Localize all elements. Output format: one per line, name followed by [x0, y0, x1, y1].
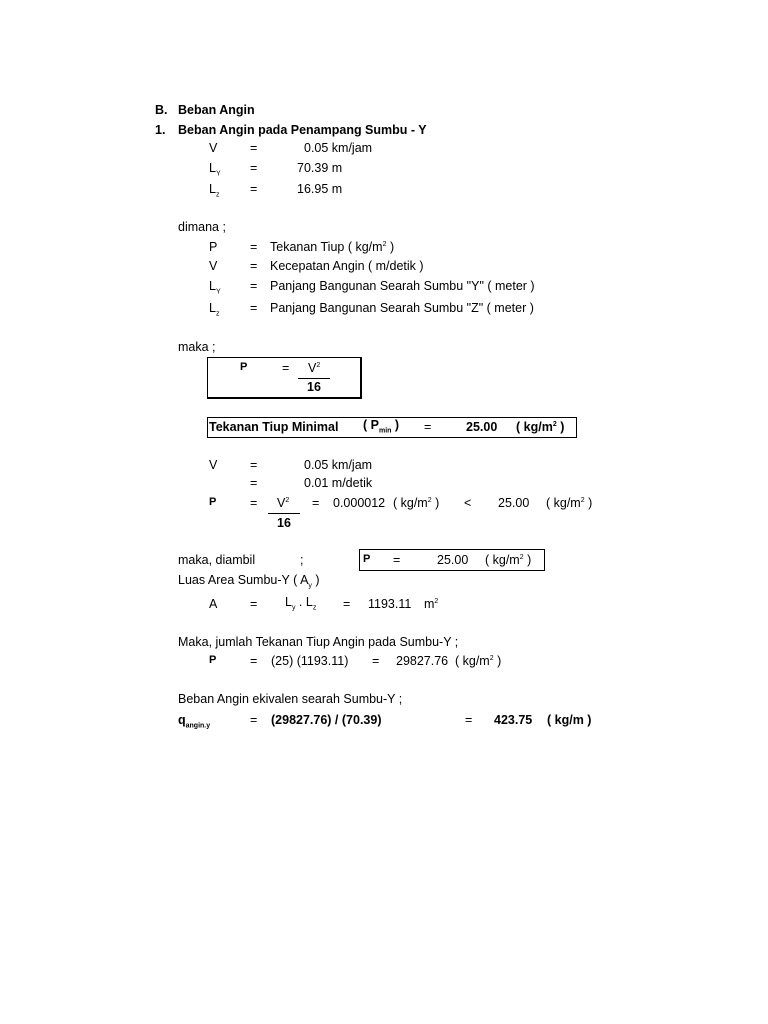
calc-fraction-line	[268, 513, 300, 514]
calc-less-than: <	[464, 496, 472, 510]
diambil-semicolon: ;	[300, 553, 304, 567]
ekivalen-expr: (29827.76) / (70.39)	[271, 713, 382, 727]
dimana-ly-equals: =	[250, 279, 258, 293]
calc-p-unit: ( $kg/m^2$ )	[393, 496, 440, 510]
calc-p-equals: =	[250, 496, 258, 510]
calc-v-mdetik: 0.01 m/detik	[304, 476, 373, 490]
luas-equals: =	[250, 597, 258, 611]
jumlah-equals: =	[250, 654, 258, 668]
calc-limit-unit: ( $kg/m^2$ )	[546, 496, 593, 510]
luas-label: Luas Area Sumbu-Y ( $A_y$ )	[178, 573, 320, 590]
calc-v-symbol: V	[209, 458, 218, 472]
dimana-v-equals: =	[250, 259, 258, 273]
formula-equals: =	[282, 361, 290, 375]
formula-fraction-line	[298, 378, 330, 379]
calc-limit-value: 25.00	[498, 496, 530, 510]
calc-p-value: 0.000012	[333, 496, 386, 510]
given-ly-value: 70.39 m	[297, 161, 343, 175]
calc-p-symbol: P	[209, 496, 217, 508]
given-v-symbol: V	[209, 141, 218, 155]
given-v-value: 0.05 km/jam	[304, 141, 373, 155]
section-title: Beban Angin	[178, 103, 255, 117]
pmin-label: Tekanan Tiup Minimal	[209, 420, 339, 434]
dimana-lz-symbol: $L_z$	[209, 301, 220, 318]
calc-v-equals: =	[250, 458, 258, 472]
pmin-unit: ( $kg/m^2$ )	[516, 420, 565, 434]
diambil-equals: =	[393, 553, 401, 567]
dimana-ly-desc: Panjang Bangunan Searah Sumbu "Y" ( meter )	[270, 279, 535, 293]
luas-equals-2: =	[343, 597, 351, 611]
calc-p-numerator: $V^2$	[277, 496, 290, 510]
subsection-number: 1.	[155, 123, 166, 137]
ekivalen-q: $q_{angin.y}$	[178, 713, 211, 730]
given-ly-symbol: $L_Y$	[209, 161, 221, 178]
jumlah-unit: ( $kg/m^2$ )	[455, 654, 502, 668]
jumlah-label: Maka, jumlah Tekanan Tiup Angin pada Sumbu-Y ;	[178, 635, 459, 649]
formula-numerator: $V^2$	[308, 361, 321, 375]
ekivalen-equals: =	[250, 713, 258, 727]
diambil-label: maka, diambil	[178, 553, 256, 567]
luas-value: 1193.11	[368, 597, 412, 611]
pmin-value: 25.00	[466, 420, 498, 434]
dimana-lz-desc: Panjang Bangunan Searah Sumbu "Z" ( meter )	[270, 301, 534, 315]
maka-label: maka ;	[178, 340, 216, 354]
given-v-equals: =	[250, 141, 258, 155]
given-ly-equals: =	[250, 161, 258, 175]
given-lz-value: 16.95 m	[297, 182, 343, 196]
dimana-ly-symbol: $L_Y$	[209, 279, 221, 296]
dimana-label: dimana ;	[178, 220, 226, 234]
jumlah-expr: (25) (1193.11)	[271, 654, 349, 668]
calc-p-equals-2: =	[312, 496, 320, 510]
luas-a-symbol: A	[209, 597, 218, 611]
formula-denominator: 16	[307, 380, 321, 394]
given-lz-equals: =	[250, 182, 258, 196]
ekivalen-value: 423.75	[494, 713, 533, 727]
dimana-p-desc: Tekanan Tiup ( $kg/m^2$ )	[270, 240, 395, 254]
luas-expr: $L_y$ . $L_z$	[285, 595, 317, 612]
calc-v-equals-2: =	[250, 476, 258, 490]
jumlah-value: 29827.76	[396, 654, 449, 668]
jumlah-equals-2: =	[372, 654, 380, 668]
diambil-p: P	[363, 553, 371, 565]
ekivalen-equals-2: =	[465, 713, 473, 727]
subsection-title: Beban Angin pada Penampang Sumbu - Y	[178, 123, 427, 137]
calc-p-denominator: 16	[277, 516, 291, 530]
given-lz-symbol: $L_z$	[209, 182, 220, 199]
ekivalen-label: Beban Angin ekivalen searah Sumbu-Y ;	[178, 692, 403, 706]
ekivalen-unit: ( kg/m )	[547, 713, 592, 727]
dimana-lz-equals: =	[250, 301, 258, 315]
pmin-symbol: ( $P_{min}$ )	[363, 418, 400, 435]
diambil-unit: ( $kg/m^2$ )	[485, 553, 532, 567]
luas-unit: $m^2$	[424, 597, 439, 611]
dimana-v-desc: Kecepatan Angin ( m/detik )	[270, 259, 424, 273]
dimana-p-equals: =	[250, 240, 258, 254]
diambil-value: 25.00	[437, 553, 469, 567]
calc-v-kmjam: 0.05 km/jam	[304, 458, 373, 472]
pmin-equals: =	[424, 420, 432, 434]
jumlah-p: P	[209, 654, 217, 666]
dimana-p-symbol: P	[209, 240, 218, 254]
formula-p: P	[240, 361, 248, 373]
dimana-v-symbol: V	[209, 259, 218, 273]
section-number: B.	[155, 103, 168, 117]
